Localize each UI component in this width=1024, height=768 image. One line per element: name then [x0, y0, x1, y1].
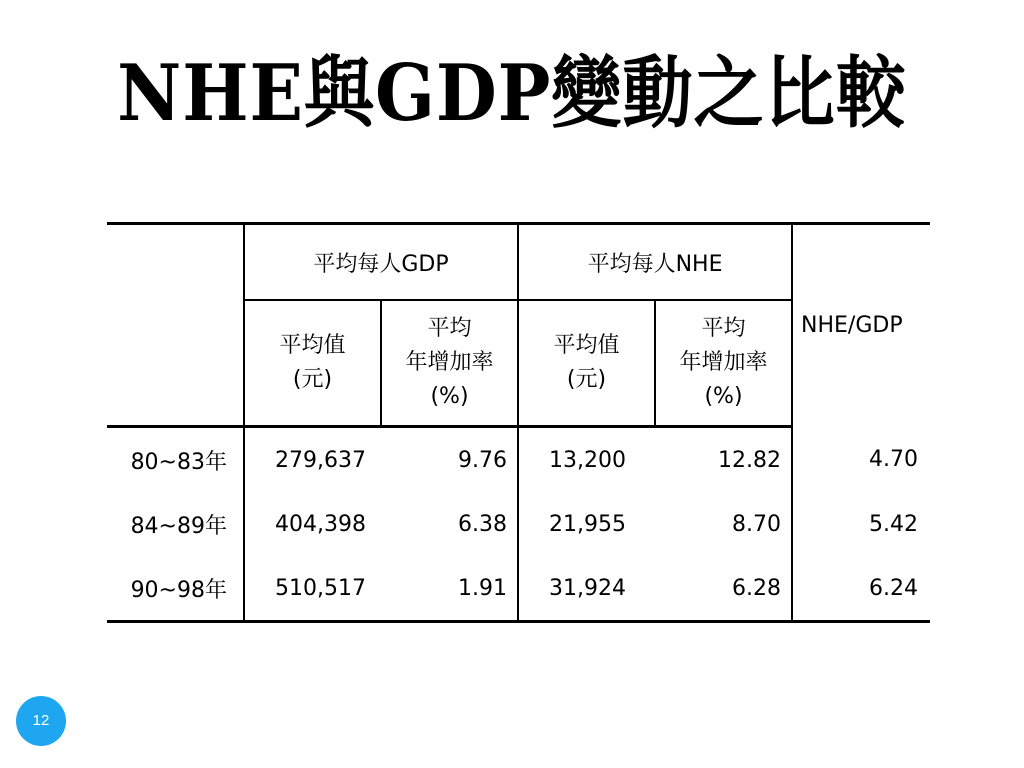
nhe-avg-value-header: [518, 300, 655, 427]
gdp-avg-growth-header: [381, 300, 518, 427]
nhe-group-header: 平均每人NHE: [518, 224, 792, 301]
slide-title: NHE與GDP變動之比較: [117, 48, 907, 139]
nhe-avg-growth-header: [655, 300, 792, 427]
nhe-avg-cell: 13,200: [518, 427, 655, 493]
header-line: 平均值: [279, 333, 346, 358]
header-line: (元): [292, 367, 333, 392]
table-row: [107, 427, 930, 493]
ratio-cell: 6.24: [792, 556, 930, 622]
period-cell: 80~83年: [130, 449, 227, 475]
gdp-growth-cell: 6.38: [458, 511, 508, 537]
nhe-growth-cell: 12.82: [718, 447, 782, 473]
page-number-badge: 12: [16, 696, 66, 746]
header-line: 年增加率: [405, 350, 494, 375]
gdp-avg-cell: 279,637: [244, 427, 381, 493]
gdp-avg-cell: 404,398: [244, 492, 381, 556]
table-row: [107, 556, 930, 622]
nhe-growth-cell: 8.70: [732, 511, 782, 537]
period-cell: 84~89年: [130, 513, 227, 539]
header-line: (元): [566, 367, 607, 392]
gdp-avg-cell: 510,517: [244, 556, 381, 622]
header-line: 平均: [427, 316, 472, 341]
table-row: [107, 492, 930, 556]
header-line: (%): [704, 384, 743, 409]
gdp-group-header: 平均每人GDP: [244, 224, 518, 301]
header-line: (%): [430, 384, 469, 409]
ratio-cell: 4.70: [792, 427, 930, 493]
header-line: 年增加率: [679, 350, 768, 375]
nhe-growth-cell: 6.28: [655, 556, 792, 622]
nhe-avg-cell: 21,955: [518, 492, 655, 556]
header-line: 平均值: [553, 333, 620, 358]
comparison-table: [107, 222, 930, 623]
period-cell: 90~98年: [107, 556, 244, 622]
nhe-avg-cell: 31,924: [518, 556, 655, 622]
gdp-growth-cell: 1.91: [381, 556, 518, 622]
ratio-header: NHE/GDP: [792, 224, 930, 427]
header-line: 平均: [701, 316, 746, 341]
gdp-avg-value-header: [244, 300, 381, 427]
gdp-growth-cell: 9.76: [458, 447, 508, 473]
corner-cell-lower: [107, 300, 244, 427]
ratio-cell: 5.42: [792, 492, 930, 556]
corner-cell: [107, 224, 244, 301]
